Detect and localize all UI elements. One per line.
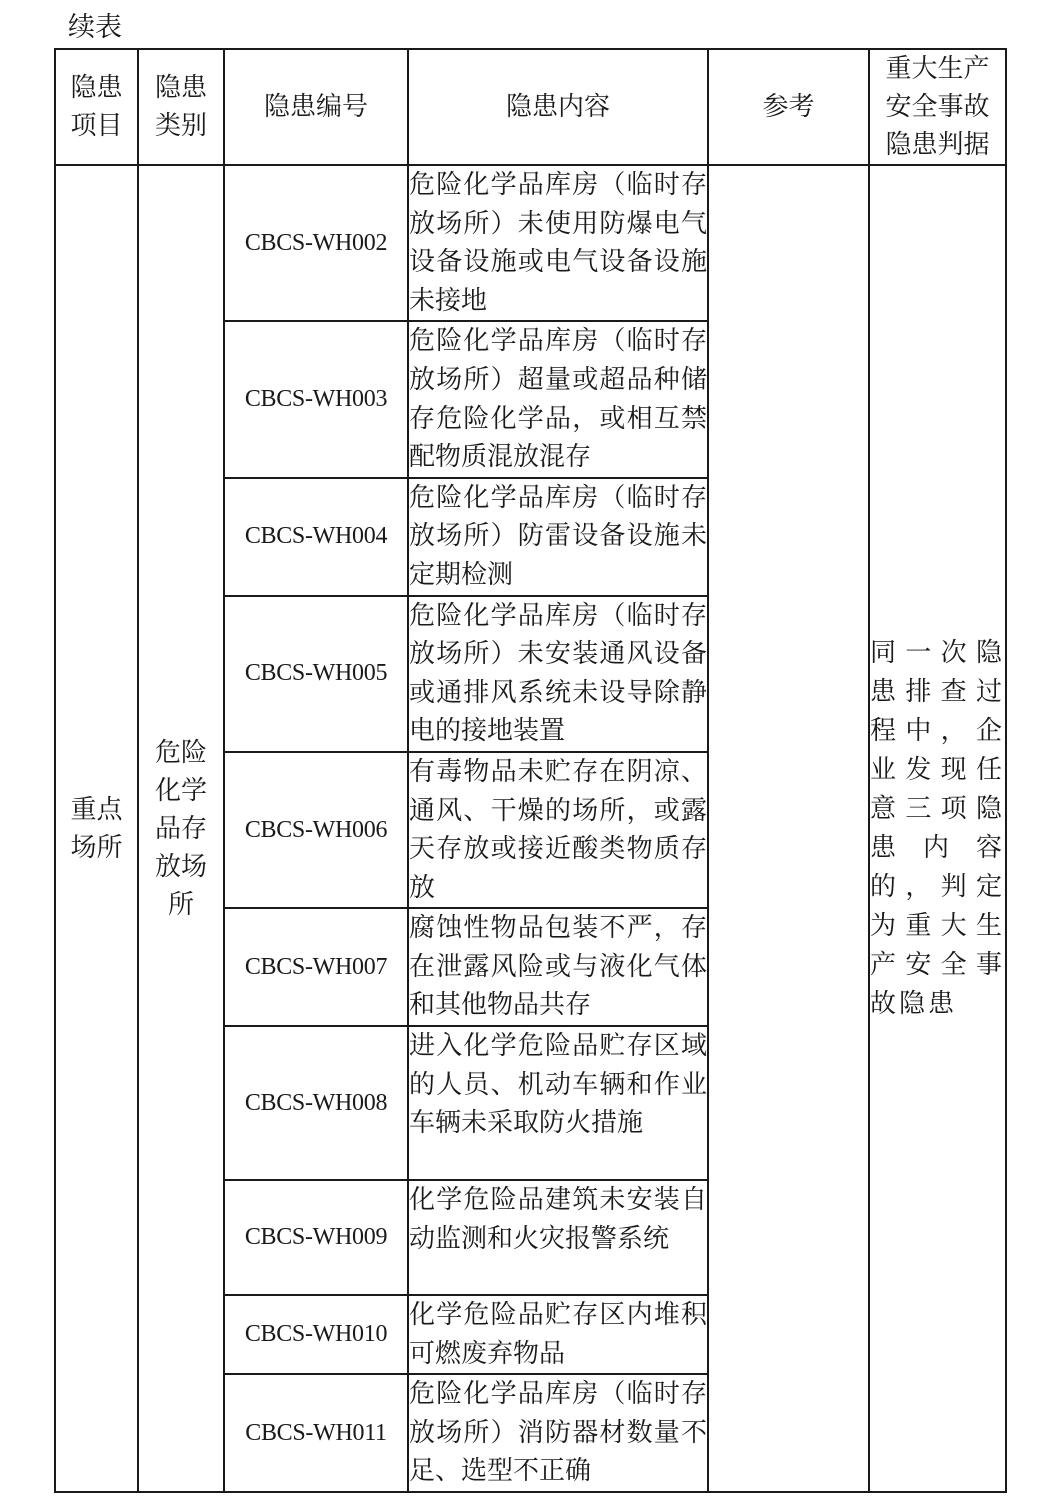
hazard-code: CBCS-WH006 [224,752,408,908]
hazard-content: 化学危险品建筑未安装自动监测和火灾报警系统 [408,1180,708,1295]
hazard-content: 化学危险品贮存区内堆积可燃废弃物品 [408,1295,708,1374]
hazard-content: 危险化学品库房（临时存放场所）防雷设备设施未定期检测 [408,478,708,596]
hazard-content: 危险化学品库房（临时存放场所）未使用防爆电气设备设施或电气设备设施未接地 [408,165,708,321]
hazard-content: 腐蚀性物品包装不严，存在泄露风险或与液化气体和其他物品共存 [408,908,708,1026]
hazard-code: CBCS-WH004 [224,478,408,596]
judgment-cell: 同一次隐患排查过程中，企业发现任意三项隐患内容的，判定为重大生产安全事故隐患 [869,165,1006,1492]
header-row [55,49,1006,165]
table-caption: 续表 [68,12,122,43]
hazard-content: 危险化学品库房（临时存放场所）消防器材数量不足、选型不正确 [408,1374,708,1492]
hazard-content: 进入化学危险品贮存区域的人员、机动车辆和作业车辆未采取防火措施 [408,1026,708,1180]
hazard-item-cell: 重点场所 [55,165,138,1492]
hazard-code: CBCS-WH010 [224,1295,408,1374]
header-content: 隐患内容 [408,49,708,165]
hazard-content: 危险化学品库房（临时存放场所）未安装通风设备或通排风系统未设导除静电的接地装置 [408,596,708,752]
header-judgment: 重大生产安全事故隐患判据 [869,49,1006,165]
header-code: 隐患编号 [224,49,408,165]
hazard-code: CBCS-WH002 [224,165,408,321]
hazard-code: CBCS-WH005 [224,596,408,752]
header-item: 隐患项目 [55,49,138,165]
reference-cell [708,165,869,1492]
hazard-content: 危险化学品库房（临时存放场所）超量或超品种储存危险化学品，或相互禁配物质混放混存 [408,321,708,477]
table-row [55,165,1006,321]
hazard-code: CBCS-WH003 [224,321,408,477]
header-reference: 参考 [708,49,869,165]
hazard-category-cell: 危险化学品存放场所 [138,165,224,1492]
hazard-code: CBCS-WH009 [224,1180,408,1295]
hazard-code: CBCS-WH011 [224,1374,408,1492]
hazard-code: CBCS-WH007 [224,908,408,1026]
hazard-table [54,48,1007,1493]
hazard-code: CBCS-WH008 [224,1026,408,1180]
header-category: 隐患类别 [138,49,224,165]
hazard-content: 有毒物品未贮存在阴凉、通风、干燥的场所，或露天存放或接近酸类物质存放 [408,752,708,908]
